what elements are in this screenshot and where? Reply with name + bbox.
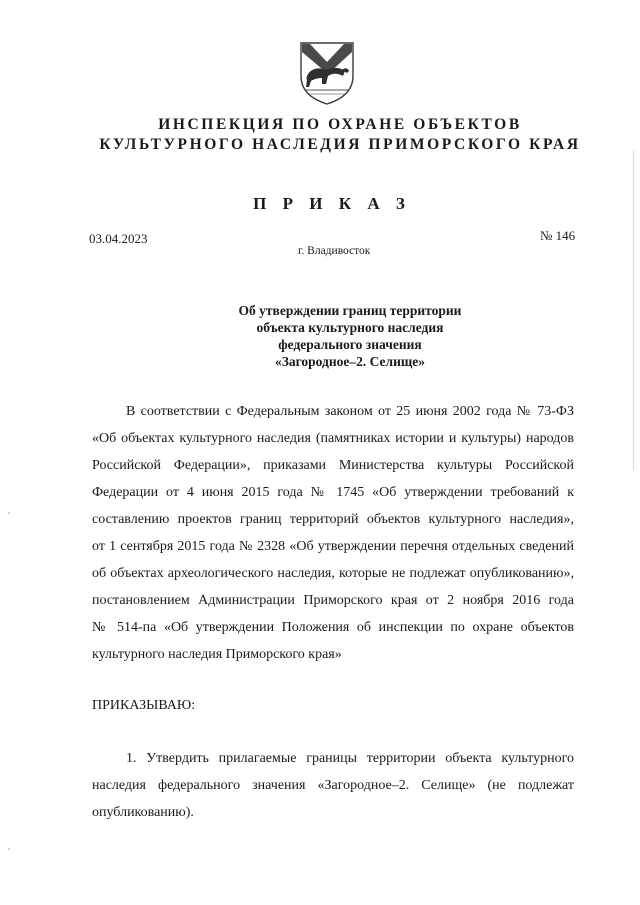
document-date: 03.04.2023 <box>89 231 148 246</box>
scan-speck <box>8 848 10 850</box>
preamble-line: № 514-па «Об утверждении Положения об инспекции по охране объектов <box>92 620 574 635</box>
title-line: объекта культурного наследия <box>256 320 444 335</box>
title-line: федерального значения <box>278 337 422 352</box>
item-line: опубликованию). <box>92 805 194 820</box>
item-line: 1. Утвердить прилагаемые границы территории объекта культурного <box>126 751 574 766</box>
document-title <box>190 302 510 370</box>
preamble-line: «Об объектах культурного наследия (памятниках истории и культуры) народов <box>92 431 574 446</box>
preamble-line: постановлением Администрации Приморского края от 2 ноября 2016 года <box>92 593 574 608</box>
preamble-line: Российской Федерации», приказами Министерства культуры Российской <box>92 458 574 473</box>
title-line: «Загородное–2. Селище» <box>274 354 426 369</box>
preamble-line: от 1 сентября 2015 года № 2328 «Об утверждении перечня отдельных сведений <box>92 539 574 554</box>
organization-line-1: ИНСПЕКЦИЯ ПО ОХРАНЕ ОБЪЕКТОВ <box>158 116 522 133</box>
title-line: Об утверждении границ территории <box>238 303 462 318</box>
preamble-line: об объектах археологического наследия, которые не подлежат опубликованию», <box>92 566 574 581</box>
document-city: г. Владивосток <box>298 245 371 257</box>
document-type-heading: П Р И К А З <box>253 194 411 213</box>
document-number: № 146 <box>540 228 576 243</box>
item-line: наследия федерального значения «Загородное–2. Селище» (не подлежат <box>92 778 574 793</box>
preamble-line: Федерации от 4 июня 2015 года № 1745 «Об утверждении требований к <box>92 485 574 500</box>
order-word: ПРИКАЗЫВАЮ: <box>92 698 196 713</box>
preamble-line: В соответствии с Федеральным законом от 25 июня 2002 года № 73-ФЗ <box>126 404 574 419</box>
preamble-line: культурного наследия Приморского края» <box>92 647 342 662</box>
scan-speck <box>8 512 10 514</box>
preamble-line: составлению проектов границ территорий объектов культурного наследия», <box>92 512 574 527</box>
organization-line-2: КУЛЬТУРНОГО НАСЛЕДИЯ ПРИМОРСКОГО КРАЯ <box>99 136 581 153</box>
coat-of-arms-emblem <box>298 40 356 106</box>
